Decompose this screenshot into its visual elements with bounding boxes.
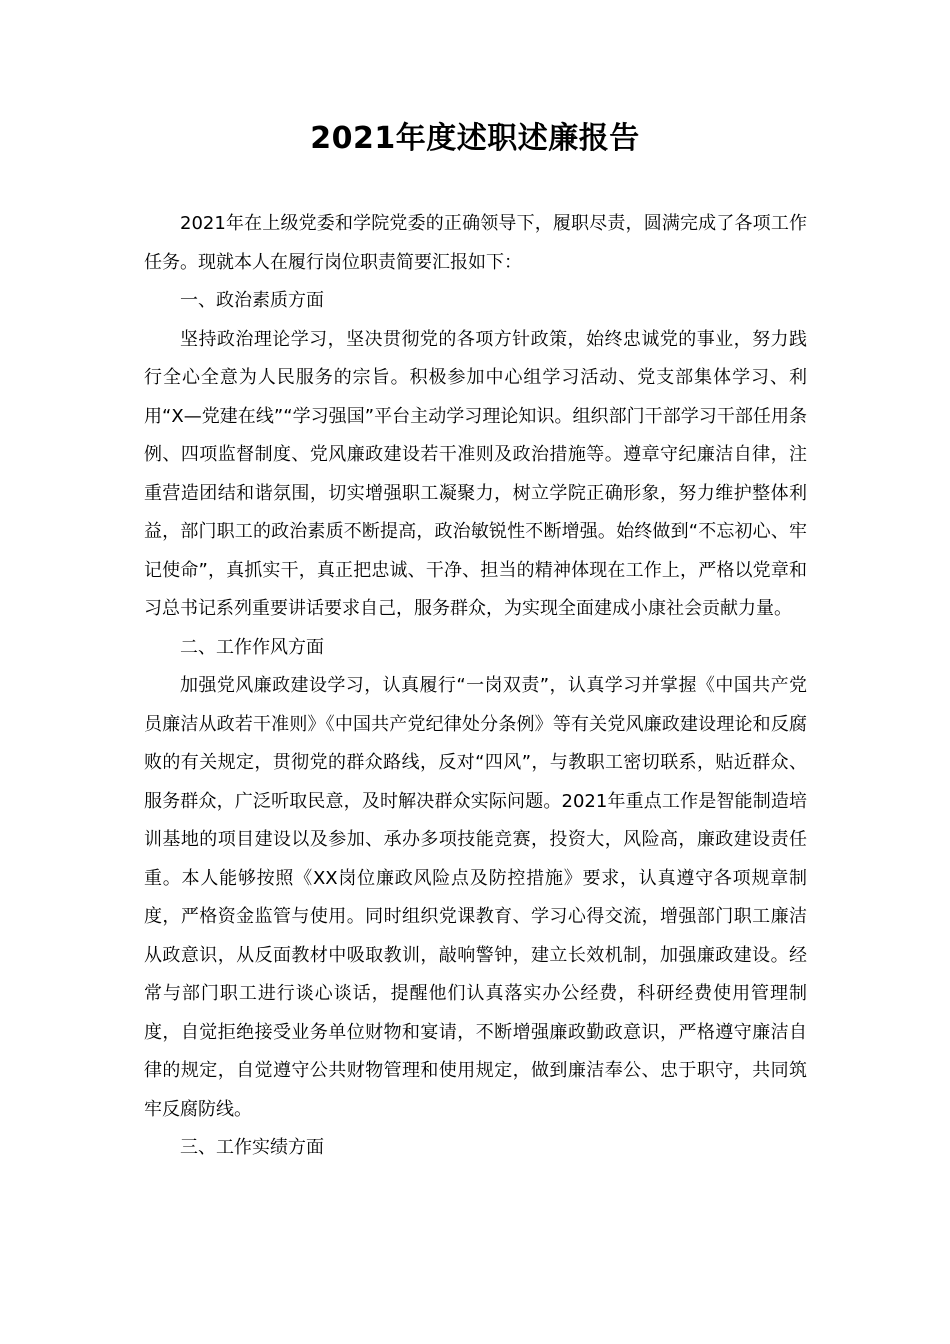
section-heading-political: 一、政治素质方面 [180, 290, 324, 311]
intro-paragraph: 2021年在上级党委和学院党委的正确领导下，履职尽责，圆满完成了各项工作任务。现就本人在履行岗位职责简要汇报如下： [144, 213, 807, 273]
political-paragraph: 坚持政治理论学习，坚决贯彻党的各项方针政策，始终忠诚党的事业，努力践行全心全意为人民服务的宗旨。积极参加中心组学习活动、党支部集体学习、利用“X—党建在线”“学习强国”平台主动学习理论知识。组织部门干部学习干部任用条例、四项监督制度、党风廉政建设若干准则及政治措施等。遵章守纪廉洁自律，注重营造团结和谐氛围，切实增强职工凝聚力，树立学院正确形象，努力维护整体利益，部门职工的政治素质不断提高，政治敏锐性不断增强。始终做到“不忘初心、牢记使命”，真抓实干，真正把忠诚、干净、担当的精神体现在工作上，严格以党章和习总书记系列重要讲话要求自己，服务群众，为实现全面建成小康社会贡献力量。 [144, 328, 807, 619]
document-title: 2021年度述职述廉报告 [310, 121, 640, 156]
document-body [144, 205, 807, 1168]
section-heading-workstyle: 二、工作作风方面 [180, 636, 324, 658]
section-heading-achievements: 三、工作实绩方面 [180, 1137, 324, 1158]
workstyle-paragraph: 加强党风廉政建设学习，认真履行“一岗双责”，认真学习并掌握《中国共产党员廉洁从政若干准则》《中国共产党纪律处分条例》等有关党风廉政建设理论和反腐败的有关规定，贯彻党的群众路线，反对“四风”，与教职工密切联系，贴近群众、服务群众，广泛听取民意，及时解决群众实际问题。2021年重点工作是智能制造培训基地的项目建设以及参加、承办多项技能竞赛，投资大，风险高，廉政建设责任重。本人能够按照《XX岗位廉政风险点及防控措施》要求，认真遵守各项规章制度，严格资金监管与使用。同时组织党课教育、学习心得交流，增强部门职工廉洁从政意识，从反面教材中吸取教训，敲响警钟，建立长效机制，加强廉政建设。经常与部门职工进行谈心谈话，提醒他们认真落实办公经费，科研经费使用管理制度，自觉拒绝接受业务单位财物和宴请，不断增强廉政勤政意识，严格遵守廉洁自律的规定，自觉遵守公共财物管理和使用规定，做到廉洁奉公、忠于职守，共同筑牢反腐防线。 [144, 675, 807, 1120]
